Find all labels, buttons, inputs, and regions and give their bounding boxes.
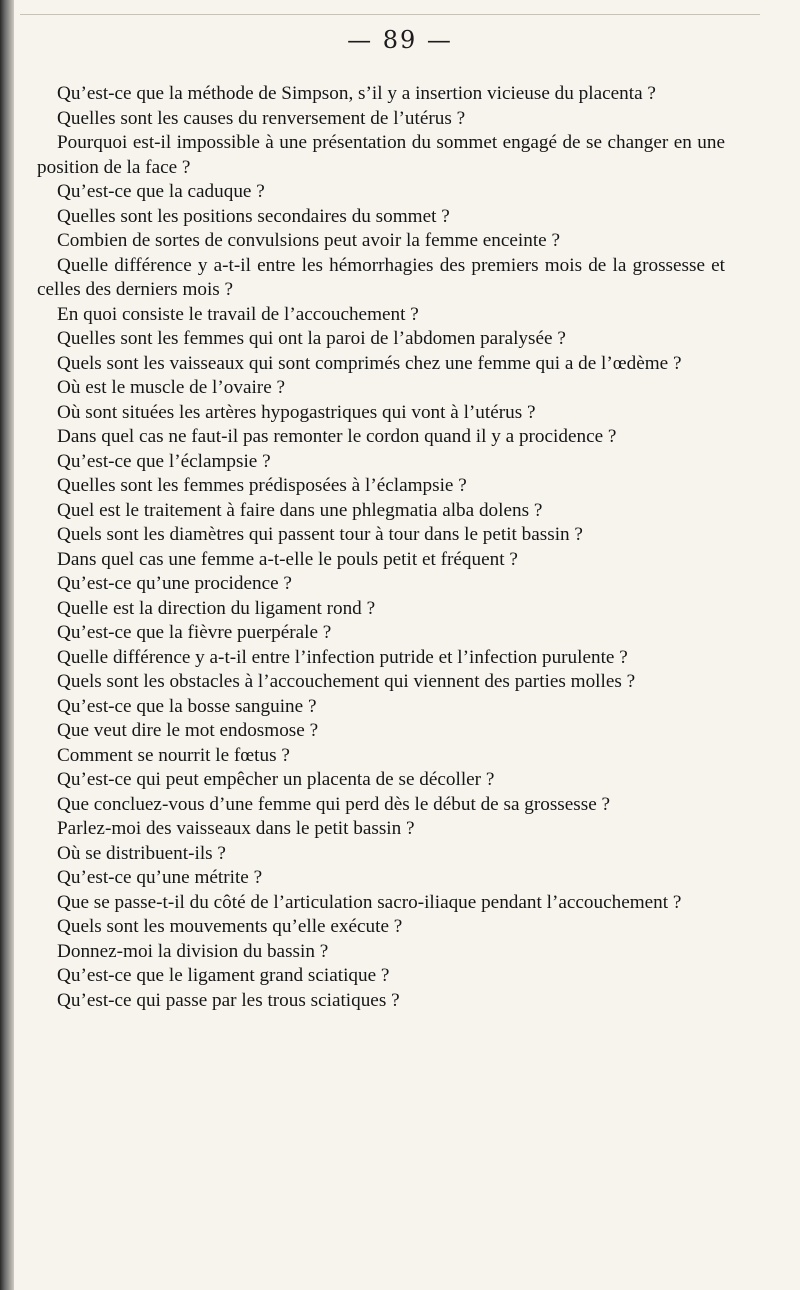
question-line: Qu’est-ce qu’une métrite ? [57,867,263,888]
question-line: Combien de sortes de convulsions peut avoir la femme enceinte ? [57,230,560,251]
question-line: Que se passe-t-il du côté de l’articulation sacro-iliaque pendant l’accouchement ? [57,891,682,913]
question-line: Dans quel cas ne faut-il pas remonter le cordon quand il y a procidence ? [57,426,617,447]
question-line: Qu’est-ce qui passe par les trous sciatiques ? [57,989,400,1011]
question-line: Que veut dire le mot endosmose ? [57,720,319,741]
question-list [37,82,725,1013]
question-line: Qu’est-ce que la caduque ? [57,181,265,202]
question-line: Où sont situées les artères hypogastriques qui vont à l’utérus ? [57,401,536,423]
question-line: Que concluez-vous d’une femme qui perd dès le début de sa grossesse ? [57,793,611,815]
question-line: Qu’est-ce qui peut empêcher un placenta de se décoller ? [57,769,495,790]
question-line: Pourquoi est-il impossible à une présentation du sommet engagé de se changer en une position de la face ? [37,132,725,178]
page-number: — 89 — [347,26,453,54]
question-line: Qu’est-ce que le ligament grand sciatique ? [57,965,390,986]
question-line: Parlez-moi des vaisseaux dans le petit bassin ? [57,818,415,839]
question-line: Quelles sont les causes du renversement de l’utérus ? [57,107,466,129]
question-line: Quels sont les mouvements qu’elle exécute ? [57,916,403,937]
question-line: Qu’est-ce que l’éclampsie ? [57,450,271,472]
question-line: Quelle différence y a-t-il entre l’infection putride et l’infection purulente ? [57,646,628,668]
question-line: Quelles sont les positions secondaires du sommet ? [57,205,450,227]
question-line: Où est le muscle de l’ovaire ? [57,377,286,398]
question-line: Quelles sont les femmes qui ont la paroi de l’abdomen paralysée ? [57,328,566,349]
question-line: En quoi consiste le travail de l’accouchement ? [57,303,419,325]
question-line: Quels sont les obstacles à l’accouchement qui viennent des parties molles ? [57,671,636,692]
question-line: Comment se nourrit le fœtus ? [57,744,290,766]
question-line: Où se distribuent-ils ? [57,842,226,864]
question-line: Donnez-moi la division du bassin ? [57,940,329,962]
book-binding-edge [0,0,14,1290]
question-line: Qu’est-ce qu’une procidence ? [57,573,292,594]
question-line: Quel est le traitement à faire dans une phlegmatia alba dolens ? [57,499,543,521]
question-line: Quels sont les diamètres qui passent tour à tour dans le petit bassin ? [57,524,583,545]
question-line: Quelle est la direction du ligament rond ? [57,597,376,619]
question-line: Quelle différence y a-t-il entre les hémorrhagies des premiers mois de la grossesse et celles des derniers mois ? [37,254,725,300]
question-line: Quelles sont les femmes prédisposées à l’éclampsie ? [57,475,467,496]
question-line: Qu’est-ce que la bosse sanguine ? [57,695,317,717]
question-line: Quels sont les vaisseaux qui sont comprimés chez une femme qui a de l’œdème ? [57,352,682,374]
question-line: Dans quel cas une femme a-t-elle le pouls petit et fréquent ? [57,548,518,570]
question-line: Qu’est-ce que la fièvre puerpérale ? [57,622,332,643]
question-line: Qu’est-ce que la méthode de Simpson, s’il y a insertion vicieuse du placenta ? [57,83,656,104]
page-top-edge [20,14,760,15]
